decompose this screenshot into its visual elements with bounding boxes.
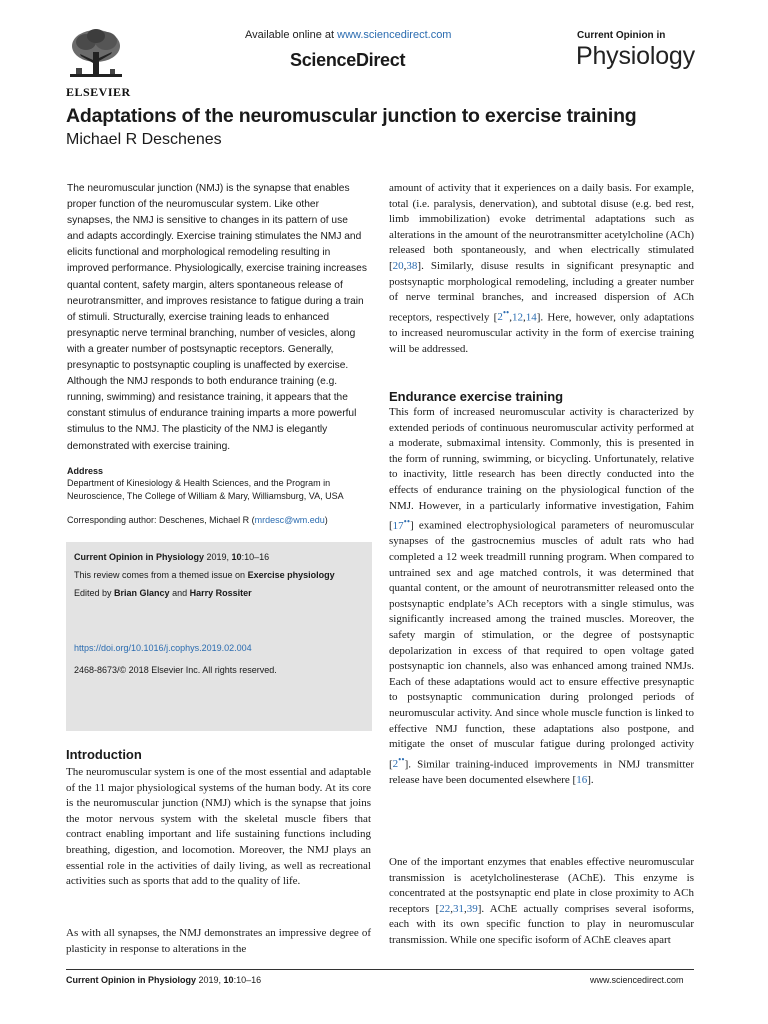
editors-and: and bbox=[169, 588, 190, 598]
journal-label: Current Opinion in bbox=[577, 30, 666, 41]
footer-pages: :10–16 bbox=[233, 975, 262, 985]
author-email-link[interactable]: mrdesc@wm.edu bbox=[254, 515, 325, 525]
corresponding-author bbox=[67, 515, 372, 525]
edited-prefix: Edited by bbox=[74, 588, 115, 598]
introduction-heading: Introduction bbox=[66, 747, 142, 762]
reference-link[interactable]: 2•• bbox=[392, 754, 405, 771]
body-paragraph-1: amount of activity that it experiences on a daily basis. For example, total (i.e. paralysis, denervation), and subtotal disuse (e.g. bed rest, limb immobilization) evoke detrimental adaptations such as alterations in the amount of the neurotransmitter acetylcholine (ACh) released both spontaneously, and when electrically stimulated [20,38]. Similarly, disuse results in significant presynaptic and postsynaptic morphological remodeling, including a greater number of nerve terminal branches, and increased dispersion of ACh receptors, respectively [2••,12,14]. Here, however, only adaptations to increased neuromuscular activity in the form of exercise training will be addressed. bbox=[389, 182, 694, 355]
copyright-line: 2468-8673/© 2018 Elsevier Inc. All rights reserved. bbox=[74, 665, 277, 675]
footer-journal: Current Opinion in Physiology bbox=[66, 975, 197, 985]
article-title: Adaptations of the neuromuscular junction to exercise training bbox=[66, 105, 637, 127]
reference-link[interactable]: 16 bbox=[576, 773, 588, 786]
reference-link[interactable]: 20 bbox=[392, 259, 404, 272]
editor-2: Harry Rossiter bbox=[189, 588, 252, 598]
citation-journal: Current Opinion in Physiology bbox=[74, 552, 205, 562]
footer-site: www.sciencedirect.com bbox=[590, 975, 684, 985]
address-heading: Address bbox=[67, 466, 104, 476]
elsevier-logo bbox=[66, 26, 131, 99]
citation-volume: 10 bbox=[231, 552, 242, 562]
reference-link[interactable]: 12 bbox=[511, 311, 523, 324]
doi-link[interactable]: https://doi.org/10.1016/j.cophys.2019.02.004 bbox=[74, 643, 252, 653]
article-author: Michael R Deschenes bbox=[66, 131, 222, 148]
citation-line bbox=[74, 552, 269, 562]
doi-line bbox=[74, 643, 252, 653]
sciencedirect-link[interactable]: www.sciencedirect.com bbox=[337, 29, 452, 41]
reference-link[interactable]: 2•• bbox=[497, 307, 510, 324]
footer-divider bbox=[66, 969, 694, 970]
corresponding-prefix: Corresponding author: Deschenes, Michael R ( bbox=[67, 515, 255, 525]
address-text: Department of Kinesiology & Health Sciences, and the Program in Neuroscience, The College of William & Mary, Williamsburg, VA, USA bbox=[67, 478, 344, 501]
editor-1: Brian Glancy bbox=[114, 588, 170, 598]
journal-name: Physiology bbox=[576, 42, 695, 70]
reference-link[interactable]: 14 bbox=[525, 311, 537, 324]
endurance-heading: Endurance exercise training bbox=[389, 389, 564, 404]
elsevier-tree-icon bbox=[66, 26, 126, 84]
abstract: The neuromuscular junction (NMJ) is the synapse that enables proper function of the neuromuscular system. Like other synapses, the NMJ is sensitive to changes in its pattern of use and adapts accordingly. Exercise training stimulates the NMJ and elicits functional and morphological remodeling resulting in improved performance. Physiologically, exercise training increases quantal content, safety margin, alters spontaneous release of neurotransmitter, and improves resistance to fatigue during a train of stimuli. Structurally, exercise training leads to enhanced presynaptic nerve terminal branching, number of vesicles, along with a greater number of postsynaptic receptors. Generally, presynaptic to postsynaptic coupling is unaffected by exercise. Although the NMJ responds to both endurance training (e.g. running, swimming) and resistance training, it appears that the constant stimulus of endurance training imparts a more powerful stimulus to the NMJ. The plasticity of the NMJ is elegantly demonstrated with exercise training. bbox=[67, 183, 367, 452]
article-info-box bbox=[66, 542, 372, 731]
reference-link[interactable]: 31 bbox=[452, 902, 464, 915]
platform-name: ScienceDirect bbox=[290, 50, 406, 70]
available-online bbox=[245, 29, 451, 41]
footer-volume: 10 bbox=[223, 975, 234, 985]
footer-citation bbox=[66, 975, 261, 985]
theme-prefix: This review comes from a themed issue on bbox=[74, 570, 248, 580]
footer-year: 2019, bbox=[196, 975, 224, 985]
corresponding-suffix: ) bbox=[324, 515, 328, 525]
introduction-paragraph-1: The neuromuscular system is one of the most essential and adaptable of the 11 major physiological systems of the human body. At its core is the neuromuscular junction (NMJ) which is the synapse that joins the motor nervous system with the skeletal muscle fibers that contract enabling important and life sustaining functions including breathing, digestion, and locomotion. Moreover, the NMJ plays an essential role in the activities of daily living, as well as recreational activities such as sports that add to the quality of life. bbox=[66, 766, 371, 888]
body-paragraph-3: One of the important enzymes that enables effective neuromuscular transmission is acetylcholinesterase (AChE). This enzyme is concentrated at the postsynaptic end plate in close proximity to ACh receptors [22,31,39]. AChE actually comprises several isoforms, each with its own specific function to play in neuromuscular transmission. While one specific isoform of AChE cleaves apart bbox=[389, 856, 694, 946]
introduction-paragraph-2: As with all synapses, the NMJ demonstrates an impressive degree of plasticity in response to alterations in the bbox=[66, 927, 371, 955]
reference-link[interactable]: 38 bbox=[406, 259, 418, 272]
reference-link[interactable]: 17•• bbox=[392, 516, 411, 532]
publisher-name: ELSEVIER bbox=[66, 85, 131, 99]
theme-name: Exercise physiology bbox=[247, 570, 335, 580]
citation-year: 2019, bbox=[204, 552, 232, 562]
citation-pages: :10–16 bbox=[241, 552, 270, 562]
themed-issue-line bbox=[74, 570, 335, 580]
editors-line bbox=[74, 588, 252, 598]
available-prefix: Available online at bbox=[245, 29, 338, 41]
reference-link[interactable]: 39 bbox=[466, 902, 478, 915]
reference-link[interactable]: 22 bbox=[439, 902, 451, 915]
body-paragraph-2: This form of increased neuromuscular activity is characterized by extended periods of continuous neuromuscular activity performed at a moderate, submaximal intensity. Commonly, this is presented in the form of running, swimming, or bicycling. Unfortunately, relative to inactivity, little research has been directly conducted into the effects of endurance training on the physiological function of the NMJ. However, in a particularly informative investigation, Fahim [17••] examined electrophysiological parameters of neuromuscular synapses of the gastrocnemius muscles of adult rats who had completed a 12 week treadmill running program. When compared to untrained sex and age matched controls, it was determined that quantal content, or the amount of neurotransmitter released onto the postsynaptic endplate’s ACh receptors with a single stimulus, was significantly increased among the trained muscles. Moreover, the safety margin of stimulation, or the degree of postsynaptic depolarization in excess of that required to open voltage gated postsynaptic ion channels, also was enhanced among trained NMJs. Each of these adaptations would act to ensure effective presynaptic to postsynaptic communication during prolonged periods of neuromuscular activity. And since whole muscle function is linked to effective NMJ function, these adaptations also postpone, and mitigate the onset of muscular fatigue during prolonged activity [2••]. Similar training-induced improvements in NMJ transmitter release have been documented elsewhere [16]. bbox=[389, 406, 694, 786]
